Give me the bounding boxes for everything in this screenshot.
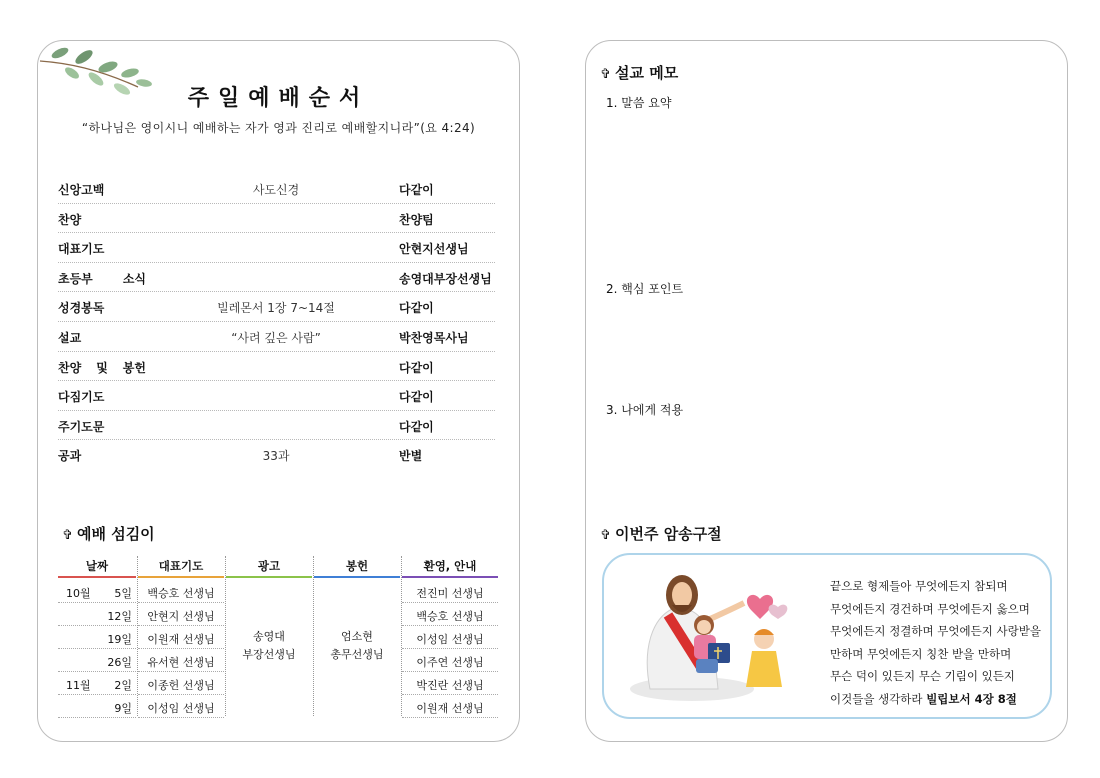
prayer-cell: 안현지 선생님: [147, 610, 215, 623]
order-item-leader: 안현지선생님: [399, 242, 469, 257]
sermon-memo-page: [585, 40, 1068, 742]
offering-role: 총무선생님: [330, 648, 384, 661]
table-row: [58, 695, 498, 718]
order-item-leader: 반별: [399, 449, 423, 464]
order-row: [58, 174, 495, 204]
welcome-cell: 전진미 선생님: [416, 587, 484, 600]
servants-heading: [62, 523, 155, 544]
order-item-content: 사도신경: [252, 183, 300, 197]
table-row: [58, 649, 498, 672]
order-item-name: 초등부 소식: [58, 271, 146, 286]
order-item-leader: 송영대부장선생님: [399, 271, 492, 286]
prayer-cell: 이종헌 선생님: [147, 679, 215, 692]
memo-heading: [600, 62, 678, 83]
verse-line: 무슨 덕이 있든지 무슨 기림이 있든지: [830, 669, 1015, 683]
welcome-cell: 이주연 선생님: [416, 656, 484, 669]
memory-verse-box: [602, 553, 1052, 719]
worship-order-page: [37, 40, 520, 742]
order-row: [58, 440, 495, 469]
welcome-cell: 이원재 선생님: [416, 702, 484, 715]
order-item-leader: 찬양팀: [399, 212, 434, 227]
verse-line: 끝으로 형제들아 무엇에든지 참되며: [830, 579, 1008, 593]
verse-line: 이것들을 생각하라: [830, 691, 923, 706]
order-item-content: 빌레몬서 1장 7~14절: [217, 301, 335, 316]
verse-reference: 빌립보서 4장 8절: [926, 691, 1017, 706]
col-header-welcome: 환영, 안내: [423, 559, 477, 573]
col-header-offering: 봉헌: [345, 559, 369, 573]
order-item-name: 신앙고백: [58, 183, 105, 197]
order-item-leader: 다같이: [399, 360, 434, 375]
month-cell: 11월: [66, 679, 91, 692]
order-item-leader: 다같이: [399, 390, 434, 405]
memorize-title: 이번주 암송구절: [615, 525, 722, 543]
order-item-name: 주기도문: [58, 419, 105, 434]
memo-item-application: 3. 나에게 적용: [606, 403, 684, 417]
cross-icon: ✞: [600, 67, 611, 82]
prayer-cell: 백승호 선생님: [147, 587, 215, 600]
order-item-name: 찬양: [58, 212, 82, 227]
order-row: [58, 204, 495, 234]
order-item-content: “사려 깊은 사람”: [231, 330, 321, 345]
offering-name: 엄소현: [341, 630, 373, 643]
order-row: [58, 411, 495, 441]
prayer-cell: 이원재 선생님: [147, 633, 215, 646]
order-item-name: 대표기도: [58, 242, 105, 257]
memorize-heading: [600, 523, 722, 544]
order-item-name: 성경봉독: [58, 301, 105, 316]
verse-line: 만하며 무엇에든지 칭찬 받을 만하며: [830, 646, 1012, 661]
jesus-with-children-illustration: [622, 569, 812, 703]
day-cell: 5일: [114, 587, 132, 600]
order-row: [58, 233, 495, 263]
order-row: [58, 352, 495, 382]
order-item-leader: 다같이: [399, 183, 434, 197]
cross-icon: ✞: [600, 528, 611, 543]
order-item-content: 33과: [262, 449, 290, 464]
cross-icon: ✞: [62, 528, 73, 543]
header-underline-date: [58, 576, 136, 578]
day-cell: 12일: [107, 610, 132, 623]
order-item-name: 공과: [58, 449, 82, 464]
memo-title: 설교 메모: [615, 64, 679, 82]
table-row: [58, 626, 498, 649]
servants-table: [58, 556, 498, 716]
verse-line: 무엇에든지 정결하며 무엇에든지 사랑받을: [830, 624, 1041, 638]
day-cell: 2일: [114, 679, 132, 692]
prayer-cell: 유서현 선생님: [147, 656, 215, 669]
announce-name: 송영대: [253, 630, 285, 643]
month-cell: 10월: [66, 587, 91, 600]
day-cell: 26일: [107, 656, 132, 669]
col-header-prayer: 대표기도: [158, 559, 204, 573]
theme-verse: “하나님은 영이시니 예배하는 자가 영과 진리로 예배할지니라”(요 4:24): [81, 121, 476, 135]
welcome-cell: 이성임 선생님: [416, 633, 484, 646]
order-item-leader: 박찬영목사님: [399, 330, 469, 345]
memo-item-summary: 1. 말씀 요약: [606, 96, 672, 110]
memo-item-key-point: 2. 핵심 포인트: [606, 282, 684, 296]
order-row: [58, 322, 495, 352]
order-item-name: 찬양 및 봉헌: [58, 360, 146, 375]
prayer-cell: 이성임 선생님: [147, 702, 215, 715]
order-row: [58, 381, 495, 411]
announce-role: 부장선생님: [242, 648, 296, 661]
header-underline-announce: [226, 576, 312, 578]
memory-verse-text: [830, 575, 1041, 710]
header-underline-welcome: [402, 576, 498, 578]
order-item-name: 설교: [58, 330, 82, 345]
header-underline-offering: [314, 576, 400, 578]
verse-line-last: [830, 688, 1041, 711]
page-title: 주일예배순서: [187, 86, 370, 111]
order-item-leader: 다같이: [399, 301, 434, 316]
day-cell: 19일: [107, 633, 132, 646]
table-row: [58, 603, 498, 626]
order-list: [58, 174, 495, 469]
day-cell: 9일: [114, 702, 132, 715]
order-item-leader: 다같이: [399, 419, 434, 434]
order-row: [58, 292, 495, 322]
header-underline-prayer: [138, 576, 224, 578]
order-row: [58, 263, 495, 293]
verse-line: 무엇에든지 경건하며 무엇에든지 옳으며: [830, 601, 1030, 616]
order-item-name: 다짐기도: [58, 390, 105, 405]
servants-title: 예배 섬김이: [77, 525, 155, 543]
table-row: [58, 672, 498, 695]
welcome-cell: 백승호 선생님: [416, 610, 484, 623]
table-row: [58, 580, 498, 603]
col-header-announce: 광고: [257, 559, 281, 573]
welcome-cell: 박진란 선생님: [416, 679, 484, 692]
col-header-date: 날짜: [85, 559, 109, 573]
